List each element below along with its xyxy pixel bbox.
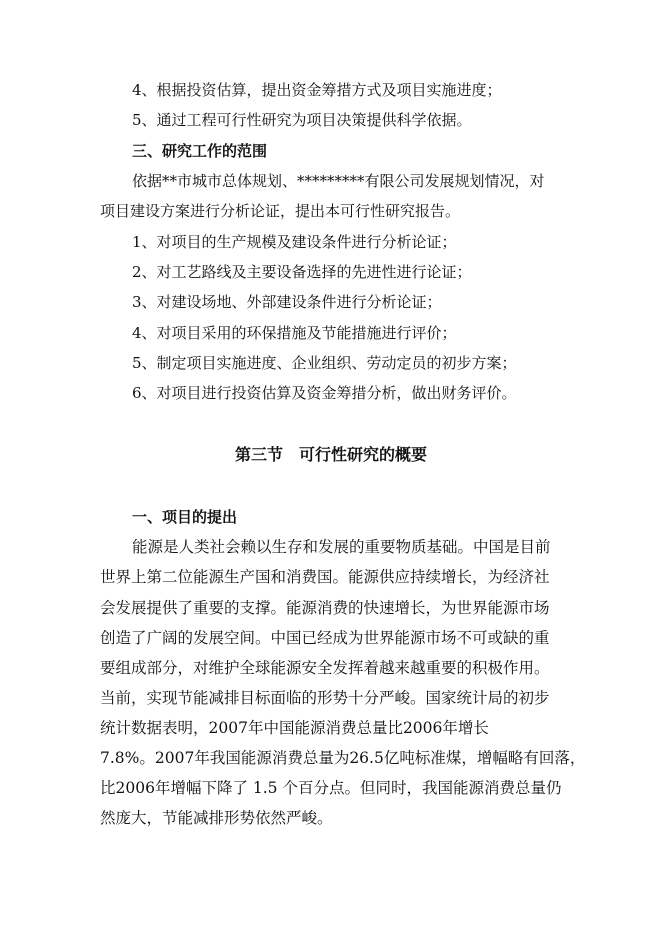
proposal-paragraph-line-6: 当前，实现节能减排目标面临的形势十分严峻。国家统计局的初步 (100, 689, 550, 707)
section-heading-project-proposal: 一、项目的提出 (132, 508, 238, 526)
proposal-paragraph-line-1: 能源是人类社会赖以生存和发展的重要物质基础。中国是目前 (132, 538, 551, 556)
proposal-paragraph-line-7: 统计数据表明，2007年中国能源消费总量比2006年增长 (100, 719, 489, 737)
objective-item-5: 5、通过工程可行性研究为项目决策提供科学依据。 (132, 111, 472, 129)
proposal-paragraph-line-10: 然庞大，节能减排形势依然严峻。 (100, 809, 333, 827)
scope-item-5: 5、制定项目实施进度、企业组织、劳动定员的初步方案； (132, 354, 517, 372)
proposal-paragraph-line-2: 世界上第二位能源生产国和消费国。能源供应持续增长，为经济社 (100, 568, 550, 586)
scope-item-3: 3、对建设场地、外部建设条件进行分析论证； (132, 293, 442, 311)
scope-paragraph-line-1: 依据**市城市总体规划、*********有限公司发展规划情况，对 (132, 172, 545, 190)
scope-item-1: 1、对项目的生产规模及建设条件进行分析论证； (132, 233, 457, 251)
chapter-title: 第三节 可行性研究的概要 (234, 445, 427, 464)
proposal-paragraph-line-8: 7.8%。2007年我国能源消费总量为26.5亿吨标准煤，增幅略有回落， (100, 749, 586, 767)
section-heading-scope: 三、研究工作的范围 (132, 142, 268, 160)
proposal-paragraph-line-3: 会发展提供了重要的支撑。能源消费的快速增长，为世界能源市场 (100, 599, 550, 617)
proposal-paragraph-line-9: 比2006年增幅下降了 1.5 个百分点。但同时，我国能源消费总量仍 (100, 779, 562, 797)
proposal-paragraph-line-5: 要组成部分，对维护全球能源安全发挥着越来越重要的积极作用。 (100, 659, 550, 677)
scope-item-4: 4、对项目采用的环保措施及节能措施进行评价； (132, 324, 457, 342)
scope-item-6: 6、对项目进行投资估算及资金筹措分析，做出财务评价。 (132, 384, 517, 402)
proposal-paragraph-line-4: 创造了广阔的发展空间。中国已经成为世界能源市场不可或缺的重 (100, 629, 550, 647)
scope-item-2: 2、对工艺路线及主要设备选择的先进性进行论证； (132, 263, 472, 281)
scope-paragraph-line-2: 项目建设方案进行分析论证，提出本可行性研究报告。 (100, 202, 461, 220)
objective-item-4: 4、根据投资估算，提出资金筹措方式及项目实施进度； (132, 81, 502, 99)
